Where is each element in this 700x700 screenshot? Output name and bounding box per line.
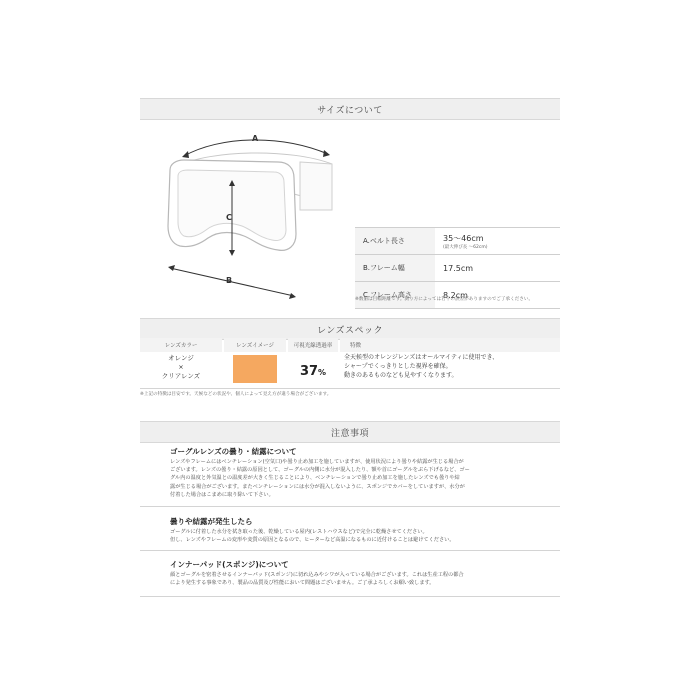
lens-header-transmittance: 可視光線透過率 (288, 338, 338, 352)
spec-value: 8.2cm (443, 290, 468, 300)
notes-bottom-border (140, 596, 560, 597)
lens-transmittance-value: 37 (299, 364, 319, 379)
spec-label: A.ベルト長さ (355, 228, 435, 254)
size-footnote: ※数値は目幅距離です。測り方によっては若干の誤差がありますのでご了承ください。 (355, 297, 534, 302)
dimension-label-c: C (226, 213, 232, 222)
lens-header-color: レンズカラー (140, 338, 222, 352)
lens-section-header (140, 318, 560, 340)
lens-color-swatch (233, 355, 277, 383)
note-heading-after-fog: 曇りや結露が発生したら (170, 517, 253, 526)
lens-feature-text: 全天候型のオレンジレンズはオールマイティに使用でき、 シャープでくっきりとした視界を確保。 動きのあるものなども見やすくなります。 (344, 354, 499, 379)
note-heading-inner-pad: インナーパッド(スポンジ)について (170, 560, 289, 569)
note-divider (140, 506, 560, 507)
spec-value: 17.5cm (443, 263, 474, 273)
size-section-title: サイズについて (317, 105, 383, 116)
notes-section-title: 注意事項 (330, 428, 369, 439)
lens-header-image: レンズイメージ (224, 338, 286, 352)
spec-label: C.フレーム高さ (355, 282, 435, 308)
lens-header-feature: 特徴 (340, 338, 560, 352)
lens-section-title: レンズスペック (316, 325, 383, 336)
dimension-label-a: A (252, 134, 259, 143)
lens-footnote: ※上記の特徴は目安です。天候などの状況や、個人によって見え方が違う場合がございます。 (140, 392, 332, 397)
lens-color-line3: クリアレンズ (161, 372, 201, 380)
note-divider (140, 550, 560, 551)
notes-section-header (140, 421, 560, 443)
spec-value-sub: (最大伸び長 〜62cm) (443, 244, 488, 250)
size-section-header (140, 98, 560, 120)
note-body-fog: レンズやフレームにはベンチレーション(空気口)や曇り止め加工を施していますが、使用状況により曇りや結露が生じる場合が ございます。レンズの曇り・結露の原因として、ゴーグルの内側に水分が混入したり、額や首にゴーグルをぶら下げるなど、ゴー グル内の温度と外気温との温度差が大きく生じることにより、ベンチレーションで曇り止め加工を施したレンズでも曇りや結 露が生じる場合がございます。またベンチレーションには水分が混入しないように、スポンジでカバーをしていますが、水分が 付着した場合はこまめに取り除いて下さい。 (170, 459, 470, 498)
note-body-after-fog: ゴーグルに付着した水分を拭き取った後、乾燥している屋内(レストハウスなど)で完全に乾燥させてください。 但し、レンズやフレームの変形や変質の原因となるので、ヒーターなど高温になるものに近付けることは避けてください。 (170, 529, 455, 544)
note-body-inner-pad: 顔とゴーグルを密着させるインナーパッド(スポンジ)に切れ込みやシワが入っている場合がございます。これは生産工程の都合 により発生する事象であり、製品の品質及び性能において問題はございません。ご了承よろしくお願い致します。 (170, 572, 464, 587)
spec-label: B.フレーム幅 (355, 255, 435, 281)
goggle-illustration (160, 130, 350, 310)
lens-transmittance-cell (288, 360, 338, 379)
note-heading-fog: ゴーグルレンズの曇り・結露について (170, 447, 297, 456)
lens-color-cell (140, 354, 222, 381)
dimension-label-b: B (226, 276, 233, 285)
lens-color-line2: × (178, 363, 184, 371)
spec-value-main: 35〜46cm (443, 233, 484, 243)
lens-color-line1: オレンジ (168, 354, 194, 362)
spec-row-belt (355, 228, 560, 255)
spec-value (435, 233, 488, 250)
lens-table-bottom-border (140, 388, 560, 389)
spec-row-width (355, 255, 560, 282)
lens-transmittance-unit: % (318, 368, 327, 377)
